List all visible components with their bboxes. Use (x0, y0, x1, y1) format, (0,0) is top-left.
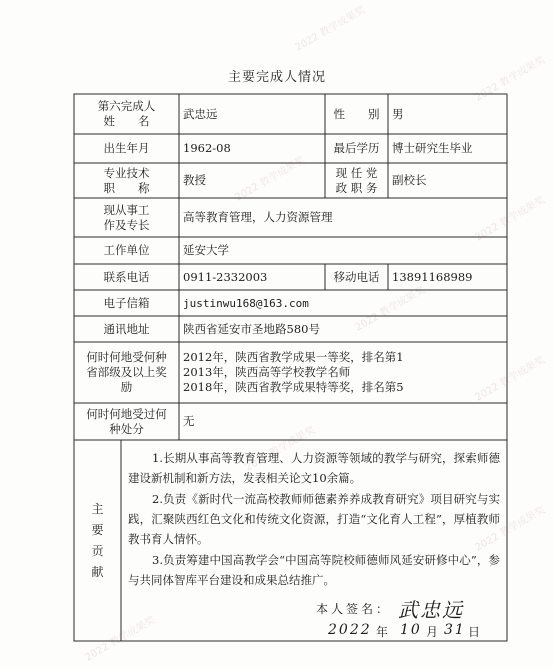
mobile-value: 13891168989 (392, 269, 473, 284)
watermark: 2022 教学成果奖 (293, 4, 368, 54)
gender-label: 性 别 (333, 106, 380, 121)
email-value: justinwu168@163.com (183, 296, 309, 310)
date-day-unit: 日 (468, 625, 484, 639)
professional-title-label (74, 163, 179, 198)
penalty-label-line2: 种处分 (109, 421, 144, 436)
name-label (74, 94, 179, 134)
watermark: 2022 教学成果奖 (473, 54, 548, 104)
work-label-line2: 作及专长 (103, 217, 150, 232)
watermark: 2022 教学成果奖 (473, 194, 548, 244)
date-day: 31 (444, 622, 466, 638)
contribution-label-char: 贡 (91, 543, 104, 558)
date-month: 10 (400, 622, 422, 638)
address-value: 陕西省延安市圣地路580号 (183, 321, 320, 336)
contribution-label-char: 要 (91, 522, 104, 537)
contribution-label-char: 主 (91, 501, 104, 516)
name-value: 武忠远 (183, 106, 218, 121)
contribution-label (74, 440, 121, 641)
watermark: 2022 教学成果奖 (83, 614, 158, 664)
name-label-line2: 姓 名 (103, 114, 150, 128)
award-label-line2: 省部级及以上奖 (86, 365, 167, 379)
watermark: 2022 教学成果奖 (473, 504, 548, 554)
education-value: 博士研究生毕业 (392, 141, 473, 155)
mobile-label: 移动电话 (333, 269, 380, 284)
name-label-line1: 第六完成人 (97, 99, 156, 113)
watermark: 2022 教学成果奖 (243, 424, 318, 474)
post-value: 副校长 (392, 173, 427, 187)
professional-title-label-line2: 职 称 (103, 180, 150, 195)
watermark: 2022 教学成果奖 (353, 284, 428, 334)
unit-label: 工作单位 (103, 243, 150, 257)
award-item: 2013年，陕西高等学校教学名师 (183, 365, 351, 379)
award-item: 2018年，陕西省教学成果特等奖，排名第5 (183, 380, 404, 394)
post-label-line2: 政 职 务 (335, 180, 378, 195)
address-label: 通讯地址 (103, 321, 150, 336)
work-label (74, 198, 179, 237)
penalty-value: 无 (183, 414, 195, 428)
contribution-paragraph-3: 3.负责筹建中国高教学会“中国高等院校师德师风延安研修中心”，参与共同体智库平台建设和成果总结推广。 (128, 553, 500, 587)
document-title: 主要完成人情况 (227, 70, 326, 85)
professional-title-label-line1: 专业技术 (103, 165, 150, 180)
post-label-line1: 现 任 党 (335, 165, 378, 180)
award-label-line3: 励 (120, 380, 133, 394)
award-label-line1: 何时何地受何种 (86, 350, 167, 364)
date-year: 2022 (328, 622, 372, 638)
signature-label: 本人签名： (316, 602, 392, 616)
unit-value: 延安大学 (183, 243, 229, 257)
birth-value: 1962-08 (183, 141, 231, 155)
watermark: 2022 教学成果奖 (233, 154, 308, 204)
signature-handwriting: 武忠远 (398, 598, 464, 622)
post-label (325, 163, 388, 198)
birth-label: 出生年月 (103, 141, 150, 155)
award-list (179, 342, 507, 403)
contribution-label-char: 献 (91, 564, 104, 579)
award-item: 2012年，陕西省教学成果一等奖，排名第1 (183, 350, 404, 364)
penalty-label-line1: 何时何地受过何 (86, 406, 167, 421)
email-label: 电子信箱 (103, 295, 150, 310)
phone-label: 联系电话 (103, 269, 150, 284)
work-label-line1: 现从事工 (103, 202, 150, 217)
contribution-paragraph-1: 1.长期从事高等教育管理、人力资源等领域的教学与研究，探索师德建设新机制和新方法，发表相关论文10余篇。 (128, 451, 500, 485)
watermark: 2022 教学成果奖 (473, 354, 548, 404)
education-label: 最后学历 (333, 141, 380, 155)
date-month-unit: 月 (426, 625, 442, 639)
work-value: 高等教育管理，人力资源管理 (183, 210, 333, 224)
penalty-label (74, 403, 179, 440)
award-label (74, 342, 179, 403)
date-year-unit: 年 (376, 625, 392, 639)
contribution-paragraph-2: 2.负责《新时代一流高校教师师德素养养成教育研究》项目研究与实践，汇聚陕西红色文化和传统文化资源，打造“文化育人工程”，厚植教师教书育人情怀。 (128, 492, 500, 546)
gender-value: 男 (392, 106, 404, 121)
phone-value: 0911-2332003 (183, 269, 268, 284)
professional-title-value: 教授 (183, 173, 206, 187)
